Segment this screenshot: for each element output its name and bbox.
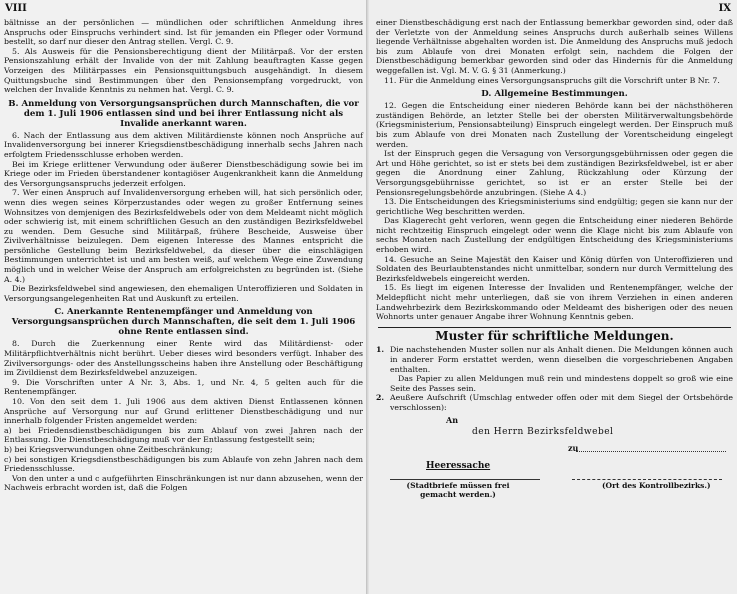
muster-item-1 — [376, 345, 733, 393]
paragraph-7: 7. Wer einen Anspruch auf Invalidenversorgung erheben will, hat sich persönlich oder, wenn dies wegen seines Körperzustandes oder wegen zu großer Entfernung seines Wohnsitzes von demjenigen des Bezirksfeldwebels oder von dem Meldeamt nicht möglich oder schwierig ist, mit einem schriftlichen Gesuch an den zuständigen Bezirksfeldwebel zu wenden. Dem Gesuche sind Militärpaß, frühere Bescheide, Ausweise über Zivilverhältnisse beizulegen. Dem eigenen Interesse des Mannes entspricht die persönliche Gestellung beim Bezirksfeldwebel, da dieser über die einschlägigen Bestimmungen unterrichtet ist und am besten weiß, auf welchem Wege eine Zuwendung möglich und in welcher Weise der Anspruch am erfolgreichsten zu begründen ist. (Siehe A. 4.) — [4, 188, 363, 284]
page-number-left: VIII — [5, 3, 27, 14]
form-line-right — [572, 479, 722, 480]
left-page-text — [4, 18, 363, 493]
envelope-form — [376, 413, 733, 533]
form-note-left: (Stadtbriefe müssen frei gemacht werden.) — [406, 480, 510, 499]
paragraph-6: 6. Nach der Entlassung aus dem aktiven Militärdienste können noch Ansprüche auf Invalidenversorgung bei innerer Kriegsdienstbeschädigung innerhalb sechs Jahren nach erfolgtem Friedensschlusse erhoben werden. — [4, 130, 363, 159]
right-page-text — [376, 18, 733, 413]
muster-item-2-text: Aeußere Aufschrift (Umschlag entweder offen oder mit dem Siegel der Ortsbehörde verschlossen): — [390, 393, 733, 412]
paragraph-13b: Das Klagerecht geht verloren, wenn gegen die Entscheidung einer niederen Behörde nicht rechtzeitig Einspruch eingelegt oder wenn die Klage nicht bis zum Ablaufe von sechs Monaten nach Zustellung der endgültigen Entscheidung des Kriegsministeriums erhoben wird. — [376, 216, 733, 255]
paragraph-9: 9. Die Vorschriften unter A Nr. 3, Abs. 1, und Nr. 4, 5 gelten auch für die Rentenempfänger. — [4, 377, 363, 397]
muster-heading: Muster für schriftliche Meldungen. — [435, 328, 674, 343]
paragraph-7b: Die Bezirksfeldwebel sind angewiesen, den ehemaligen Unteroffizieren und Soldaten in Versorgungsangelegenheiten Rat und Auskunft zu erteilen. — [4, 284, 363, 303]
paragraph-10: 10. Von den seit dem 1. Juli 1906 aus dem aktiven Dienst Entlassenen können Ansprüche auf Versorgung nur auf Grund erlittener Dienstbeschädigung und nur innerhalb folgender Fristen angemeldet werden: — [4, 397, 363, 426]
form-heeressache: Heeressache — [426, 460, 491, 471]
form-note-right: (Ort des Kontrollbezirks.) — [602, 480, 711, 490]
item-number: 1. — [376, 345, 385, 355]
muster-item-1b-text: Das Papier zu allen Meldungen muß rein und mindestens doppelt so groß wie eine Seite des Passes sein. — [390, 374, 733, 393]
section-b-heading: B. Anmeldung von Versorgungsansprüchen durch Mannschaften, die vor dem 1. Juli 1906 entlassen sind und bei ihrer Entlassung nicht als Invalide anerkannt waren. — [8, 98, 359, 129]
section-d-heading: D. Allgemeine Bestimmungen. — [481, 89, 628, 100]
paragraph-10a: a) bei Friedensdienstbeschädigungen bis zum Ablauf von zwei Jahren nach der Entlassung. Die Dienstbeschädigung muß vor der Entlassung festgestellt sein; — [4, 425, 363, 445]
paragraph: bältnisse an der persönlichen — mündlichen oder schriftlichen Anmeldung ihres Anspruchs oder Einspruchs verhindert sind. Ist für jemanden ein Pfleger oder Vormund bestellt, so darf nur dieser den Antrag stellen. Vergl. C. 9. — [4, 18, 363, 47]
paragraph-12: 12. Gegen die Entscheidung einer niederen Behörde kann bei der nächsthöheren zuständigen Behörde, an letzter Stelle bei der obersten Militärverwaltungsbehörde (Kriegsministerium, Pensionsabteilung) Einspruch eingelegt werden. Der Einspruch muß bis zum Ablaufe von drei Monaten nach Zustellung der Vorentscheidung eingelegt werden. — [376, 101, 733, 149]
form-zu: zu — [568, 442, 579, 453]
paragraph-10c: c) bei sonstigen Kriegsdienstbeschädigungen bis zum Ablaufe von zehn Jahren nach dem Friedensschlusse. — [4, 454, 363, 474]
paragraph-12b: Ist der Einspruch gegen die Versagung von Versorgungsgebührnissen oder gegen die Art und Höhe gerichtet, so ist er stets bei dem zuständigen Bezirksfeldwebel, ist er aber gegen die Anordnung einer Zahlung, Rückzahlung oder Kürzung der Versorgungsgebührnisse gerichtet, so ist er an erster Stelle bei der Pensionsregelungsbehörde anzubringen. (Siehe A 4.) — [376, 149, 733, 197]
paragraph-13: 13. Die Entscheidungen des Kriegsministeriums sind endgültig; gegen sie kann nur der gerichtliche Weg beschritten werden. — [376, 197, 733, 216]
form-blank-line — [576, 451, 726, 452]
form-an: An — [446, 414, 459, 425]
section-c-heading: C. Anerkannte Rentenempfänger und Anmeldung von Versorgungsansprüchen durch Mannschaften, die seit dem 1. Juli 1906 ohne Rente entlassen sind. — [11, 307, 356, 338]
form-line-left — [390, 479, 540, 480]
muster-item-1-text: Die nachstehenden Muster sollen nur als Anhalt dienen. Die Meldungen können auch in anderer Form erstattet werden, wenn dieselben die vorgeschriebenen Angaben enthalten. — [390, 345, 733, 374]
right-page — [369, 0, 737, 594]
muster-item-2 — [376, 393, 733, 412]
paragraph: einer Dienstbeschädigung erst nach der Entlassung bemerkbar geworden sind, oder daß der Verletzte von der Anmeldung seines Anspruchs durch außerhalb seines Willens liegende Verhältnisse abgehalten worden ist. Die Anmeldung des Anspruchs muß jedoch bis zum Ablaufe von drei Monaten erfolgt sein, nachdem die Folgen der Dienstbeschädigung bemerkbar geworden sind oder das Hindernis für die Anmeldung weggefallen ist. Vgl. M. V. G. § 31 (Anmerkung.) — [376, 18, 733, 75]
form-recipient: den Herrn Bezirksfeldwebel — [472, 426, 614, 437]
paragraph-10d: Von den unter a und c aufgeführten Einschränkungen ist nur dann abzusehen, wenn der Nachweis erbracht worden ist, daß die Folgen — [4, 473, 363, 493]
divider — [378, 327, 731, 328]
paragraph-15: 15. Es liegt im eigenen Interesse der Invaliden und Rentenempfänger, welche der Meldepflicht nicht mehr unterliegen, daß sie von ihrem Verziehen in einen anderen Landwehrbezirk dem Bezirkskommando oder Meldeamt des bisherigen oder des neuen Wohnorts unter genauer Angabe ihrer Wohnung Kenntnis geben. — [376, 283, 733, 322]
paragraph-14: 14. Gesuche an Seine Majestät den Kaiser und König dürfen von Unteroffizieren und Soldaten des Beurlaubtenstandes nicht unmittelbar, sondern nur durch Vermittelung des Bezirksfeldwebels eingereicht werden. — [376, 254, 733, 283]
paragraph-10b: b) bei Kriegsverwundungen ohne Zeitbeschränkung; — [4, 444, 213, 454]
paragraph-8: 8. Durch die Zuerkennung einer Rente wird das Militärdienst- oder Militärpflichtverhältnis nicht berührt. Ueber dieses wird besonders verfügt. Inhaber des Zivilversorgungs- oder des Anstellungsscheins haben ihre Anstellung oder Beschäftigung im Zivildienst dem Bezirksfeldwebel anzuzeigen. — [4, 339, 363, 378]
paragraph-6b: Bei im Kriege erlittener Verwundung oder äußerer Dienstbeschädigung sowie bei im Kriege oder im Frieden überstandener kontagiöser Augenkrankheit kann die Anmeldung des Versorgungsanspruchs jederzeit erfolgen. — [4, 159, 363, 188]
page-number-right: IX — [718, 3, 731, 14]
item-number: 2. — [376, 393, 385, 403]
paragraph-5: 5. Als Ausweis für die Pensionsberechtigung dient der Militärpaß. Vor der ersten Pensionszahlung erhält der Invalide von der mit Zahlung beauftragten Kasse gegen Vorzeigen des Militärpasses ein Pensionsquittungsbuch ausgehändigt. In diesem Quittungsbuche sind Bestimmungen über den Pensionsempfang vorgedruckt, von welchen der Invalide Kenntnis zu nehmen hat. Vergl. C. 9. — [4, 46, 363, 95]
paragraph-11: 11. Für die Anmeldung eines Versorgungsanspruchs gilt die Vorschrift unter B Nr. 7. — [384, 75, 720, 85]
